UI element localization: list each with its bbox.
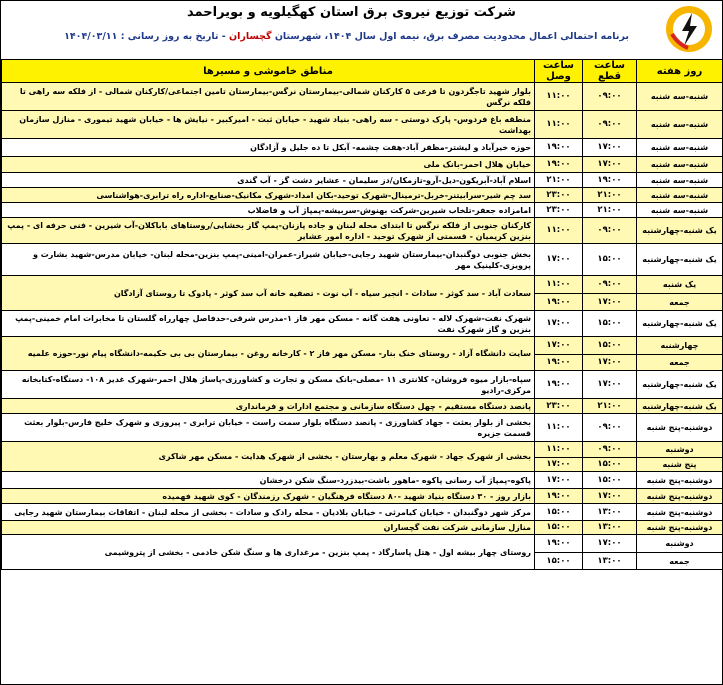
column-connect-header: ساعت وصل (535, 60, 583, 83)
connect-time-cell: ۱۷:۰۰ (535, 337, 583, 355)
company-title: شرکت توزیع نیروی برق استان کهگیلویه و بویراحمد (187, 5, 516, 20)
column-area-header: مناطق خاموشی و مسیرها (2, 60, 535, 83)
day-cell: جمعه (637, 355, 723, 371)
connect-time-cell: ۱۱:۰۰ (535, 414, 583, 442)
area-cell: منازل سازمانی شرکت نفت گچساران (2, 521, 535, 535)
area-cell: کارکنان جنوبی از فلکه نرگس تا ابتدای محله لبنان و جاده پازنان-پمپ گاز بخشایی/روستاهای باباکلان-آب شیرین - فنی حرفه ای - پمپ بنزین کریمیان - قسمتی از شهرک توحید - اداره امور عشایر (2, 218, 535, 244)
cut-time-cell: ۱۳:۰۰ (583, 504, 637, 521)
connect-time-cell: ۱۷:۰۰ (535, 311, 583, 337)
table-row (2, 139, 723, 157)
connect-time-cell: ۱۹:۰۰ (535, 355, 583, 371)
table-row (2, 188, 723, 203)
area-cell: سعادت آباد - سد کوثر - سادات - انجیر سیاه - آب نوت - تصفیه خانه آب سد کوثر - پادوک تا روستای آزادگان (2, 276, 535, 311)
subtitle-suffix: - تاریخ به روز رسانی : ۱۴۰۴/۰۳/۱۱ (64, 31, 226, 42)
connect-time-cell: ۱۵:۰۰ (535, 521, 583, 535)
day-cell: یک شنبه-چهارشنبه (637, 244, 723, 276)
connect-time-cell: ۱۹:۰۰ (535, 157, 583, 173)
day-cell: شنبه-سه شنبه (637, 111, 723, 139)
cut-time-cell: ۰۹:۰۰ (583, 276, 637, 294)
table-row (2, 535, 723, 553)
cut-time-cell: ۱۵:۰۰ (583, 311, 637, 337)
area-cell: بازار روز - ۳۰ دستگاه بنیاد شهید -۸۰ دستگاه فرهنگیان - شهرک رزمندگان - کوی شهید فهمیده (2, 489, 535, 504)
day-cell: دوشنبه-پنج شنبه (637, 414, 723, 442)
table-row (2, 521, 723, 535)
cut-time-cell: ۱۷:۰۰ (583, 294, 637, 311)
day-cell: یک شنبه (637, 276, 723, 294)
day-cell: دوشنبه-پنج شنبه (637, 504, 723, 521)
table-header-row (2, 60, 723, 83)
city-name: گچساران (229, 31, 272, 42)
table-row (2, 83, 723, 111)
connect-time-cell: ۱۱:۰۰ (535, 442, 583, 458)
table-row (2, 244, 723, 276)
area-cell: بخشی از بلوار بعثت - جهاد کشاورزی - پانصد دستگاه بلوار سمت راست - خیابان ترابری - پیروزی و شهرک خلیج فارس-بلوار بعثت قسمت جزیره (2, 414, 535, 442)
connect-time-cell: ۱۹:۰۰ (535, 535, 583, 553)
area-cell: سد چم شیر-سرابیتنر-خربل-ترمینال-شهرک توحید-بکان امداد-شهرک مکانیک-صنایع-اداره راه ترابری-هواشناسی (2, 188, 535, 203)
connect-time-cell: ۱۵:۰۰ (535, 504, 583, 521)
connect-time-cell: ۲۳:۰۰ (535, 399, 583, 414)
day-cell: دوشنبه-پنج شنبه (637, 472, 723, 489)
area-cell: خیابان هلال احمر-بانک ملی (2, 157, 535, 173)
area-cell: اسلام آباد-آبریکون-دیل-آرو-تازمکان/دز سلیمان - عشایر دشت گز - آب گندی (2, 173, 535, 188)
table-row (2, 311, 723, 337)
subtitle-prefix: برنامه احتمالی اعمال محدودیت مصرف برق، نیمه اول سال ۱۴۰۴، شهرستان (274, 31, 629, 42)
connect-time-cell: ۱۱:۰۰ (535, 83, 583, 111)
table-row (2, 337, 723, 355)
area-cell: امامزاده جعفر-تلخاب شیرین-شرکت بهنوش-سربیشه-پمپاژ آب و فاضلاب (2, 203, 535, 218)
table-row (2, 203, 723, 218)
connect-time-cell: ۱۹:۰۰ (535, 489, 583, 504)
cut-time-cell: ۰۹:۰۰ (583, 218, 637, 244)
day-cell: چهارشنبه (637, 337, 723, 355)
document-header (1, 1, 722, 60)
table-body (2, 83, 723, 570)
cut-time-cell: ۱۹:۰۰ (583, 173, 637, 188)
cut-time-cell: ۱۵:۰۰ (583, 472, 637, 489)
table-row (2, 489, 723, 504)
table-row (2, 371, 723, 399)
day-cell: یک شنبه-چهارشنبه (637, 371, 723, 399)
area-cell: پاکوه-پمپاژ آب رسانی پاکوه -ماهور باشت-بیدزرد-سنگ شکن درخشان (2, 472, 535, 489)
connect-time-cell: ۱۹:۰۰ (535, 139, 583, 157)
area-cell: سایت دانشگاه آزاد - روستای خنک بنار- مسکن مهر فاز ۲ - کارخانه روغن - بیمارستان بی بی حکیمه-دانشگاه پیام نور-حوزه علمیه (2, 337, 535, 371)
cut-time-cell: ۰۹:۰۰ (583, 111, 637, 139)
table-row (2, 218, 723, 244)
cut-time-cell: ۱۵:۰۰ (583, 458, 637, 472)
electricity-company-logo-icon (664, 4, 714, 54)
area-cell: حوزه خیرآباد و لیشتر-مظفر آباد-هفت چشمه- آبکل تا ده جلیل و آزادگان (2, 139, 535, 157)
area-cell: بلوار شهید تاجگردون تا فرعی ۵ کارکنان شمالی-بیمارستان نرگس-بیمارستان تامین اجتماعی/کارکنان شمالی - از فلکه سه راهی تا فلکه نرگس (2, 83, 535, 111)
cut-time-cell: ۲۱:۰۰ (583, 203, 637, 218)
cut-time-cell: ۱۷:۰۰ (583, 371, 637, 399)
cut-time-cell: ۱۳:۰۰ (583, 521, 637, 535)
area-cell: شهرک نفت-شهرک لاله - تعاونی هفت گانه - مسکن مهر فاز ۱-مدرس شرقی-حدفاصل چهارراه گلستان تا مخابرات امام خمینی-پمپ بنزین و گاز شهرک نفت (2, 311, 535, 337)
connect-time-cell: ۱۹:۰۰ (535, 294, 583, 311)
connect-time-cell: ۲۳:۰۰ (535, 188, 583, 203)
day-cell: پنج شنبه (637, 458, 723, 472)
cut-time-cell: ۰۹:۰۰ (583, 442, 637, 458)
cut-time-cell: ۱۵:۰۰ (583, 244, 637, 276)
connect-time-cell: ۱۷:۰۰ (535, 472, 583, 489)
area-cell: مرکز شهر دوگنبدان - خیابان کیامرثی - خیابان بلادیان - محله رادک و سادات - بخشی از محله لبنان - اتفاقات بیمارستان شهید رجایی (2, 504, 535, 521)
table-row (2, 276, 723, 294)
day-cell: شنبه-سه شنبه (637, 157, 723, 173)
cut-time-cell: ۱۷:۰۰ (583, 139, 637, 157)
column-cut-header: ساعت قطع (583, 60, 637, 83)
connect-time-cell: ۱۵:۰۰ (535, 553, 583, 570)
connect-time-cell: ۱۱:۰۰ (535, 218, 583, 244)
cut-time-cell: ۲۱:۰۰ (583, 399, 637, 414)
table-row (2, 399, 723, 414)
cut-time-cell: ۱۷:۰۰ (583, 157, 637, 173)
table-row (2, 111, 723, 139)
table-row (2, 442, 723, 458)
table-row (2, 472, 723, 489)
connect-time-cell: ۱۹:۰۰ (535, 371, 583, 399)
table-row (2, 414, 723, 442)
area-cell: پانصد دستگاه مستقیم - چهل دستگاه سازمانی و مجتمع ادارات و فرمانداری (2, 399, 535, 414)
area-cell: منطقه باغ فردوس- پارک دوستی - سه راهی- بنیاد شهید - خیابان ثبت - امیرکبیر - نیایش ها - خیابان شهید تیموری - منازل سازمان بهداشت (2, 111, 535, 139)
cut-time-cell: ۱۷:۰۰ (583, 535, 637, 553)
day-cell: جمعه (637, 294, 723, 311)
day-cell: یک شنبه-چهارشنبه (637, 399, 723, 414)
connect-time-cell: ۱۷:۰۰ (535, 458, 583, 472)
outage-schedule-table (1, 59, 723, 570)
cut-time-cell: ۱۵:۰۰ (583, 337, 637, 355)
area-cell: بخش جنوبی دوگنبدان-بیمارستان شهید رجایی-خیابان شیراز-عمران-امینی-پمپ بنزین-محله لبنان- خیابان مدرس-شهید بشارت و پرویزی-کلینیک مهر (2, 244, 535, 276)
cut-time-cell: ۲۱:۰۰ (583, 188, 637, 203)
cut-time-cell: ۱۷:۰۰ (583, 489, 637, 504)
area-cell: سپاه-بازار میوه فروشان- کلانتری ۱۱ -مصلی-بانک مسکن و تجارت و کشاورزی-پاساژ هلال احمر-شهرک غدیر ۱۰۸- دستگاه-کتابخانه مرکزی-رادیو (2, 371, 535, 399)
area-cell: روستای چهار بیشه اول - هتل پاسارگاد - پمپ بنزین - مرغداری ها و سنگ شکن خادمی - بخشی از پتروشیمی (2, 535, 535, 570)
day-cell: شنبه-سه شنبه (637, 203, 723, 218)
area-cell: بخشی از شهرک جهاد - شهرک معلم و بهارستان - بخشی از شهرک هدایت - مسکن مهر شاکری (2, 442, 535, 472)
connect-time-cell: ۲۳:۰۰ (535, 203, 583, 218)
connect-time-cell: ۱۱:۰۰ (535, 276, 583, 294)
connect-time-cell: ۲۱:۰۰ (535, 173, 583, 188)
cut-time-cell: ۰۹:۰۰ (583, 83, 637, 111)
connect-time-cell: ۱۱:۰۰ (535, 111, 583, 139)
day-cell: جمعه (637, 553, 723, 570)
day-cell: دوشنبه-پنج شنبه (637, 521, 723, 535)
day-cell: یک شنبه-چهارشنبه (637, 311, 723, 337)
day-cell: شنبه-سه شنبه (637, 83, 723, 111)
table-row (2, 173, 723, 188)
cut-time-cell: ۱۷:۰۰ (583, 355, 637, 371)
cut-time-cell: ۰۹:۰۰ (583, 414, 637, 442)
table-row (2, 157, 723, 173)
day-cell: شنبه-سه شنبه (637, 139, 723, 157)
table-row (2, 504, 723, 521)
day-cell: شنبه-سه شنبه (637, 188, 723, 203)
day-cell: دوشنبه-پنج شنبه (637, 489, 723, 504)
column-day-header: روز هفته (637, 60, 723, 83)
day-cell: دوشنبه (637, 442, 723, 458)
day-cell: یک شنبه-چهارشنبه (637, 218, 723, 244)
schedule-subtitle (41, 31, 652, 42)
day-cell: دوشنبه (637, 535, 723, 553)
day-cell: شنبه-سه شنبه (637, 173, 723, 188)
cut-time-cell: ۱۳:۰۰ (583, 553, 637, 570)
connect-time-cell: ۱۷:۰۰ (535, 244, 583, 276)
